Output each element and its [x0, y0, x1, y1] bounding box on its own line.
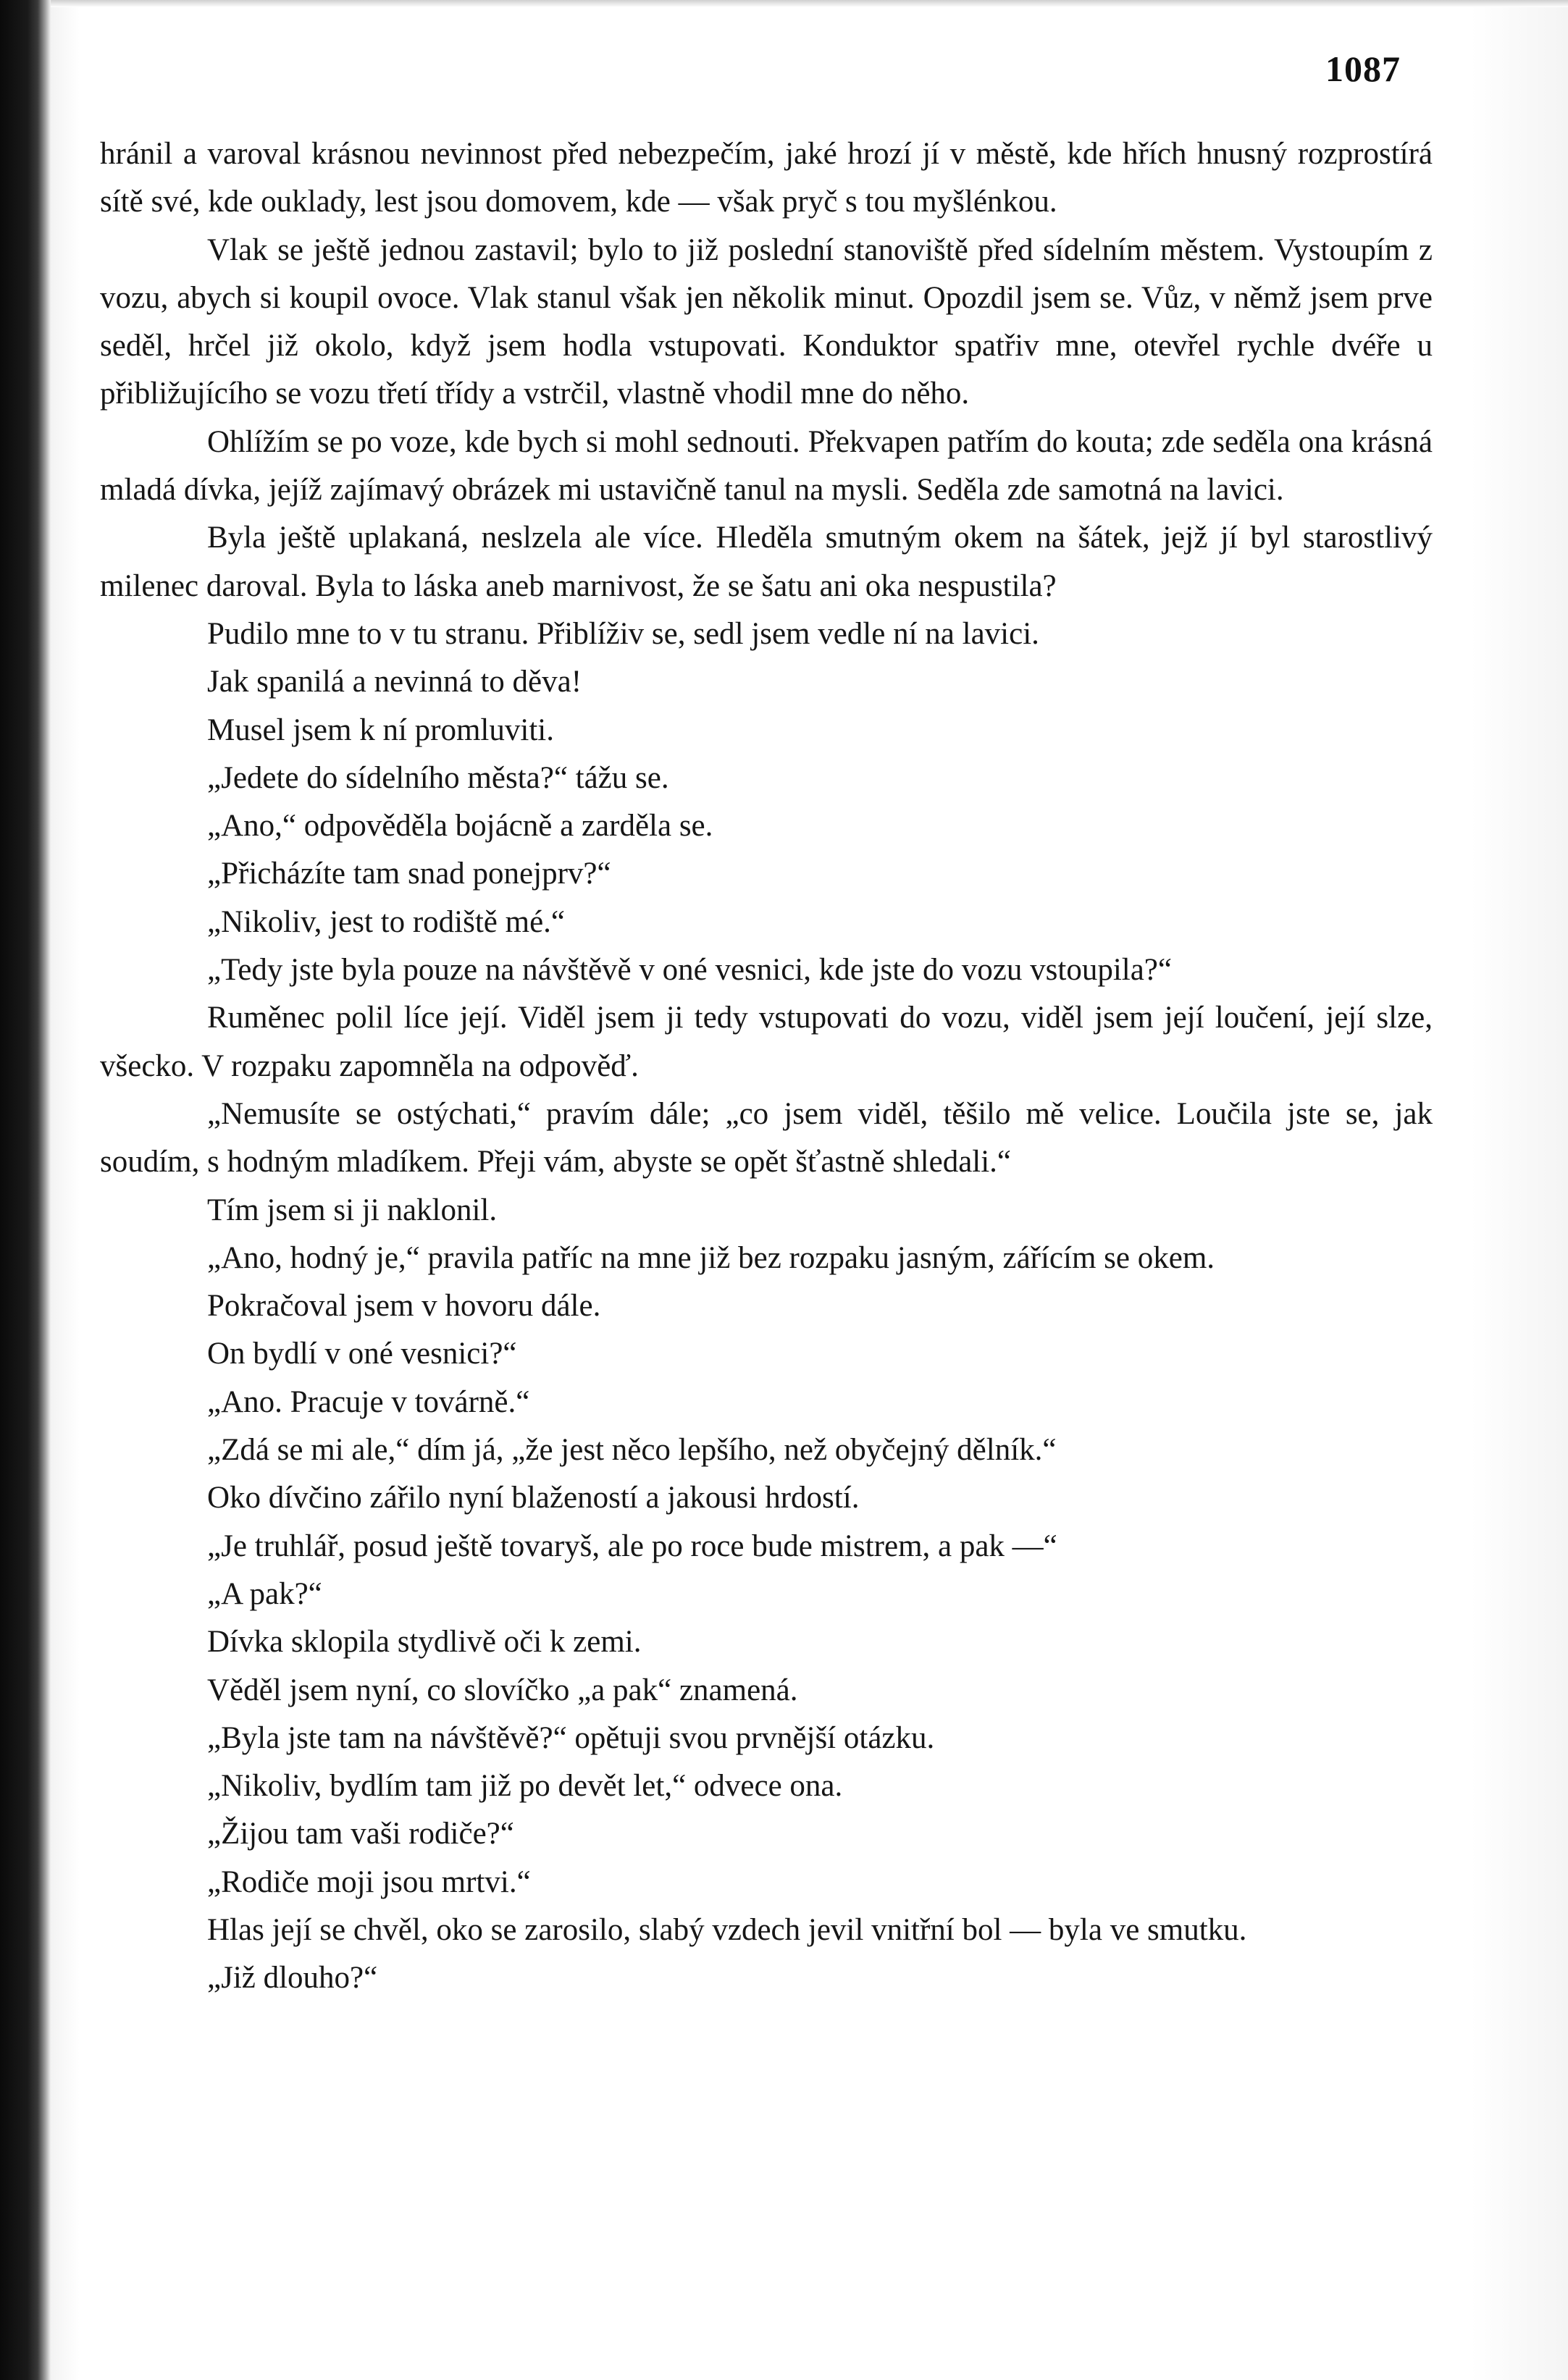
paragraph: „Přicházíte tam snad ponejprv?“	[207, 857, 611, 891]
paragraph: Ruměnec polil líce její. Viděl jsem ji tedy vstupovati do vozu, viděl jsem její loučení, její slze, všecko. V rozpaku zapomněla na odpověď.	[100, 1001, 1433, 1083]
paragraph: „Ano,“ odpověděla bojácně a zarděla se.	[207, 809, 713, 844]
paragraph: „Je truhlář, posud ještě tovaryš, ale po roce bude mistrem, a pak —“	[207, 1529, 1057, 1563]
paragraph: hránil a varoval krásnou nevinnost před nebezpečím, jaké hrozí jí v městě, kde hřích hnusný rozprostírá sítě své, kde ouklady, lest jsou domovem, kde — však pryč s tou myšlénkou.	[100, 137, 1433, 219]
paragraph: Pudilo mne to v tu stranu. Přiblíživ se, sedl jsem vedle ní na lavici.	[207, 616, 1039, 651]
paragraph: „Nikoliv, jest to rodiště mé.“	[207, 904, 565, 939]
paragraph: On bydlí v oné vesnici?“	[207, 1337, 517, 1371]
page-body	[100, 130, 1433, 2003]
paragraph: „Již dlouho?“	[207, 1961, 378, 1996]
paragraph: Vlak se ještě jednou zastavil; bylo to již poslední stanoviště před sídelním městem. Vystoupím z vozu, abych si koupil ovoce. Vlak stanul však jen několik minut. Opozdil jsem se. Vůz, v němž jsem prve seděl, hrčel již okolo, když jsem hodla vstupovati. Konduktor spatřiv mne, otevřel rychle dvéře u přibližujícího se vozu třetí třídy a vstrčil, vlastně vhodil mne do něho.	[100, 232, 1433, 411]
paragraph: „Žijou tam vaši rodiče?“	[207, 1817, 514, 1851]
paragraph: „Tedy jste byla pouze na návštěvě v oné vesnici, kde jste do vozu vstoupila?“	[207, 953, 1172, 988]
paragraph: „Rodiče moji jsou mrtvi.“	[207, 1864, 531, 1899]
paragraph: Věděl jsem nyní, co slovíčko „a pak“ znamená.	[207, 1673, 798, 1707]
paragraph: Pokračoval jsem v hovoru dále.	[207, 1289, 601, 1324]
paragraph: „Byla jste tam na návštěvě?“ opětuji svou prvnější otázku.	[207, 1720, 935, 1755]
paragraph: „Ano, hodný je,“ pravila patříc na mne již bez rozpaku jasným, zářícím se okem.	[207, 1240, 1215, 1275]
book-spine-edge	[0, 0, 51, 2380]
paragraph: „Jedete do sídelního města?“ tážu se.	[207, 760, 669, 795]
paragraph: „Nikoliv, bydlím tam již po devět let,“ odvece ona.	[207, 1769, 843, 1804]
paragraph: „Ano. Pracuje v továrně.“	[207, 1384, 530, 1419]
paragraph: Byla ještě uplakaná, neslzela ale více. Hleděla smutným okem na šátek, jejž jí byl starostlivý milenec daroval. Byla to láska aneb marnivost, že se šatu ani oka nespustila?	[100, 521, 1433, 603]
paragraph: „Zdá se mi ale,“ dím já, „že jest něco lepšího, než obyčejný dělník.“	[207, 1433, 1057, 1468]
paragraph: Tím jsem si ji naklonil.	[207, 1193, 498, 1227]
paragraph: „Nemusíte se ostýchati,“ pravím dále; „co jsem viděl, těšilo mě velice. Loučila jste se, jak soudím, s hodným mladíkem. Přeji vám, abyste se opět šťastně shledali.“	[100, 1096, 1433, 1180]
paragraph: „A pak?“	[207, 1576, 322, 1611]
paragraph: Hlas její se chvěl, oko se zarosilo, slabý vzdech jevil vnitřní bol — byla ve smutku.	[207, 1912, 1247, 1947]
paragraph: Oko dívčino zářilo nyní blažeností a jakousi hrdostí.	[207, 1481, 860, 1515]
paragraph: Jak spanilá a nevinná to děva!	[207, 665, 582, 699]
page-top-edge	[51, 0, 1568, 7]
paragraph: Ohlížím se po voze, kde bych si mohl sednouti. Překvapen patřím do kouta; zde seděla ona krásná mladá dívka, jejíž zajímavý obrázek mi ustavičně tanul na mysli. Seděla zde samotná na lavici.	[100, 424, 1433, 508]
page-number: 1087	[1325, 49, 1401, 89]
paragraph: Musel jsem k ní promluviti.	[207, 712, 554, 747]
paragraph: Dívka sklopila stydlivě oči k zemi.	[207, 1625, 642, 1660]
